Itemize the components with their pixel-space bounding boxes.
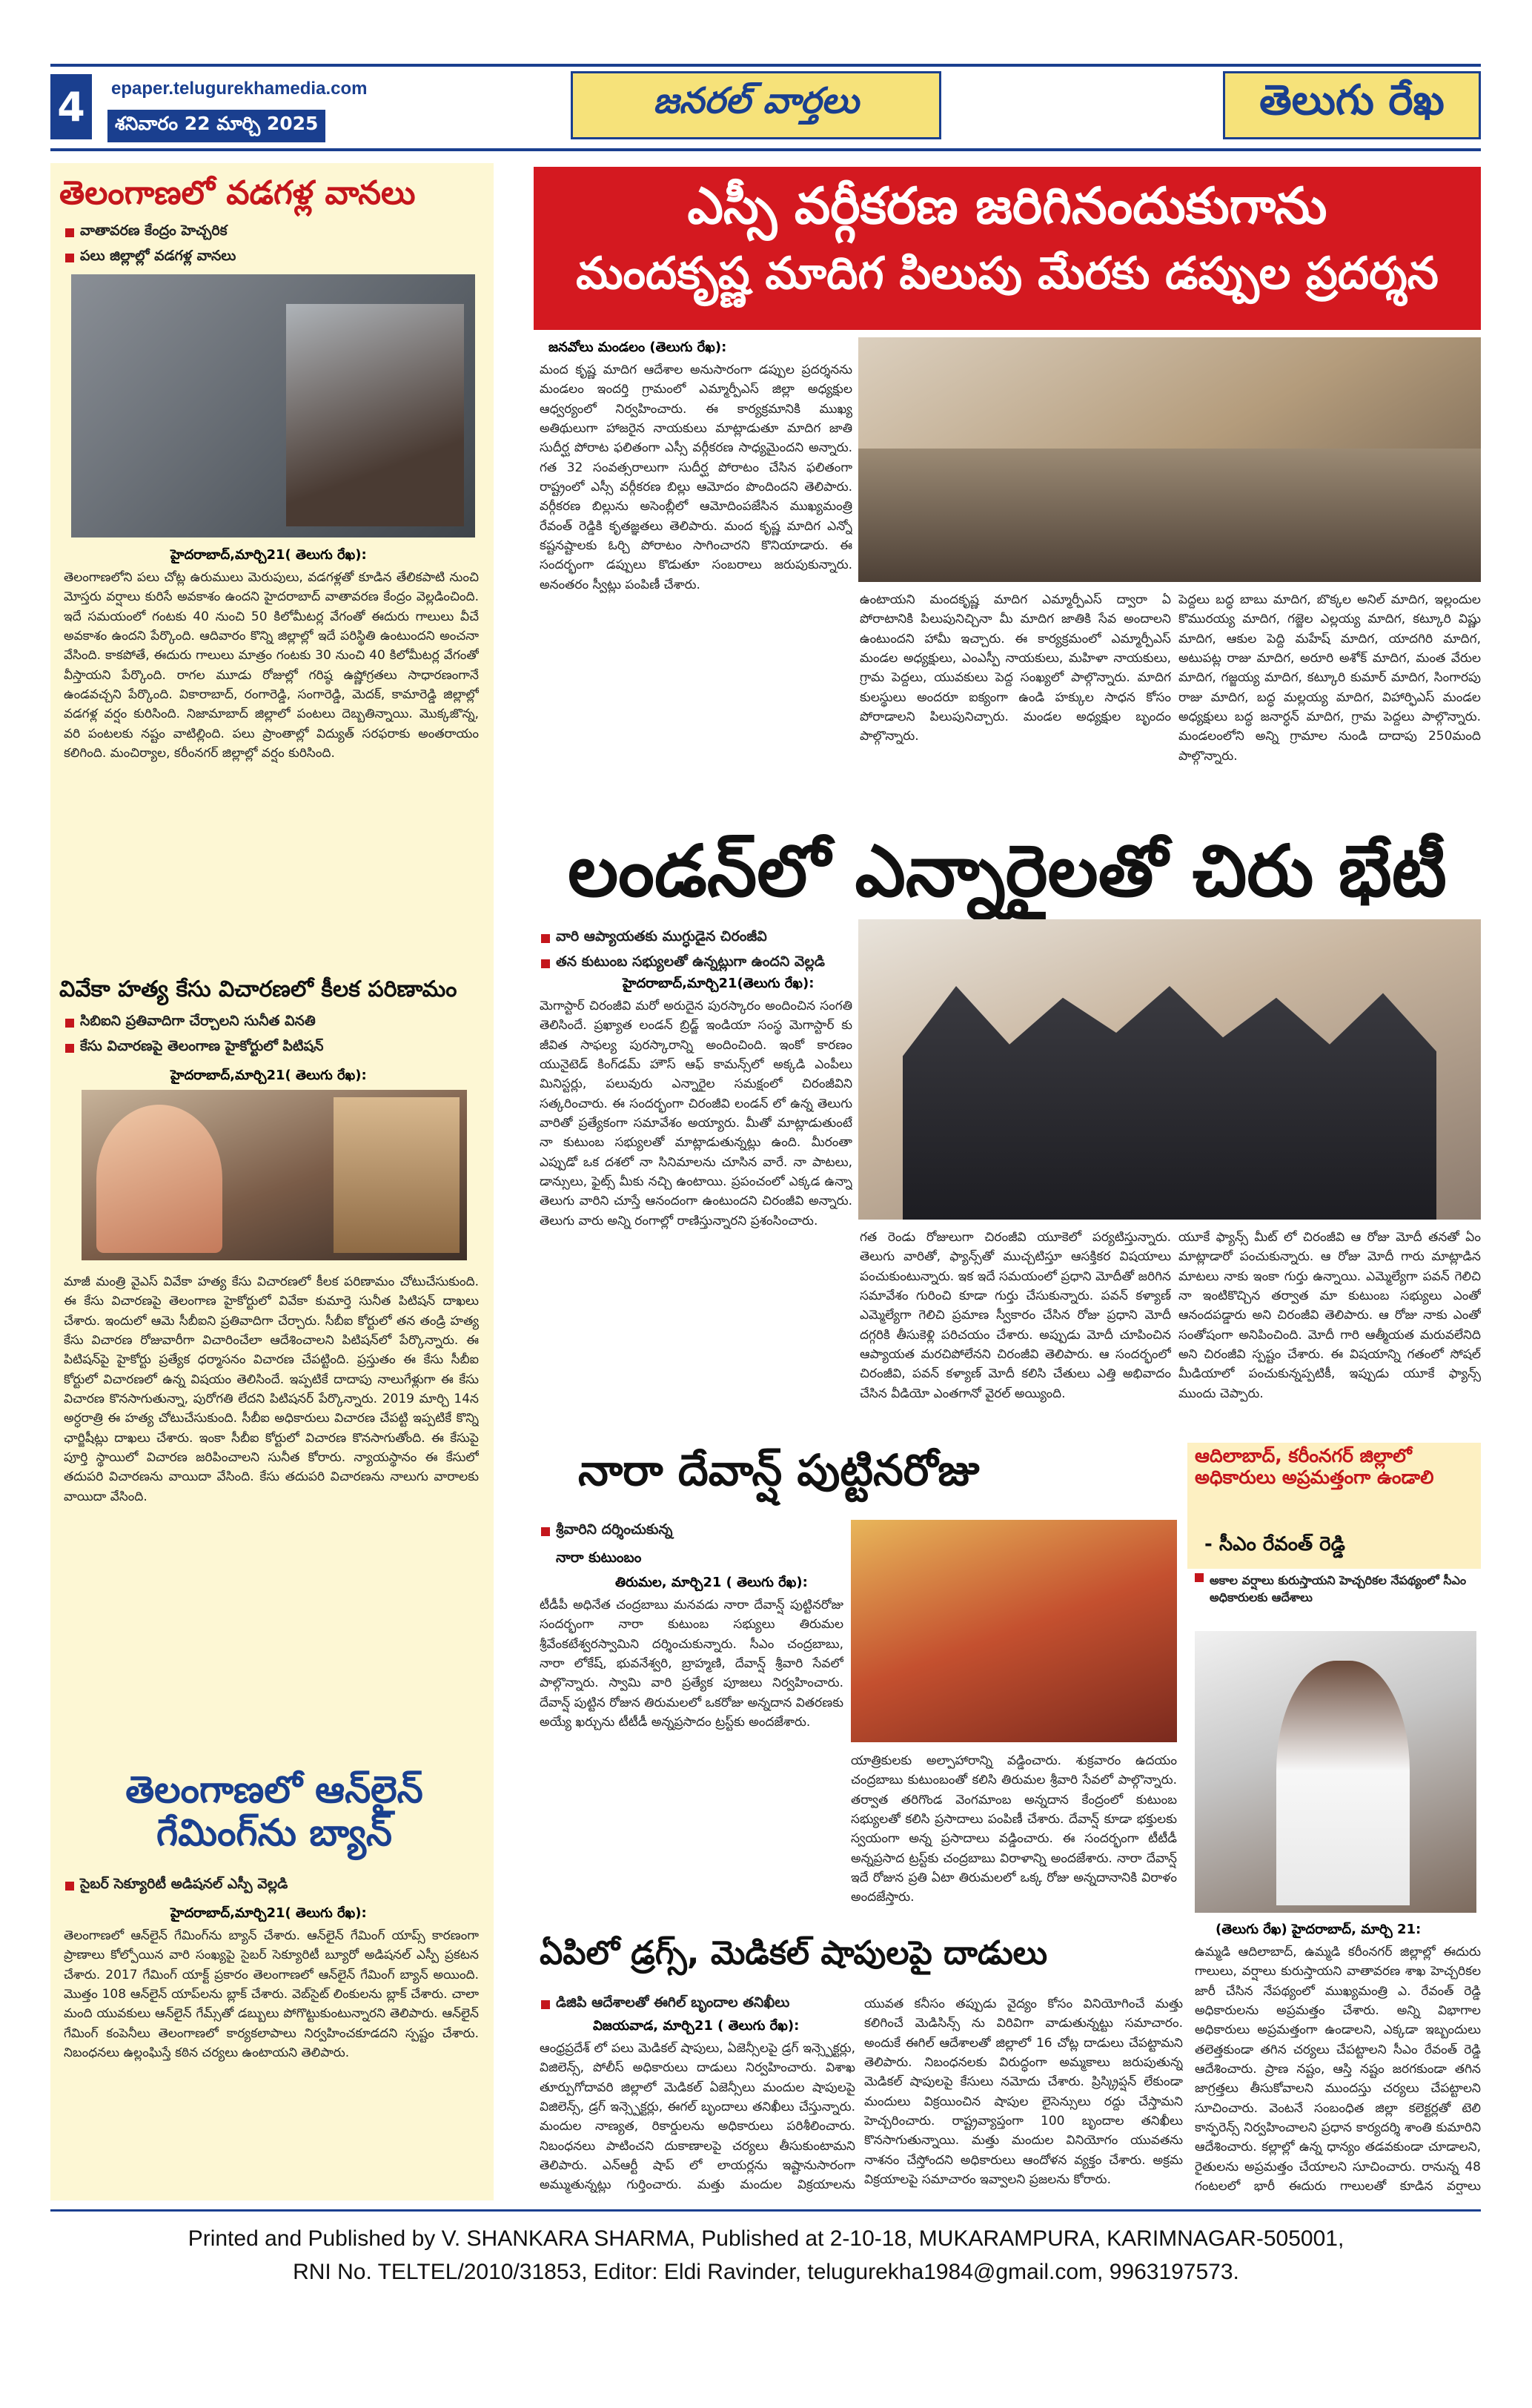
issue-date: శనివారం 22 మార్చి 2025 [107, 110, 325, 142]
drugs-dateline: విజయవాడ, మార్చి21 ( తెలుగు రేఖ): [593, 2018, 800, 2034]
hail-kicker-1-text: వాతావరణ కేంద్రం హెచ్చరిక [80, 222, 228, 239]
chiru-kicker-2-text: తన కుటుంబ సభ్యులతో ఉన్నట్లుగా ఉందని వెల్లడి [556, 953, 825, 970]
chiru-body-3: యూకే ఫ్యాన్స్ మీట్ లో చిరంజీవి ఆ రోజు మోదీ తనతో ఏం మాట్లాడారో పంచుకున్నారు. ఆ రోజు మోదీ గారు మాట్లాడిన మాటలు నాకు ఇంకా గుర్తు ఉన్నాయి. ఎమ్మెల్యేగా పవన్ గెలిచి నా ఇంటికొచ్చిన తర్వాత మా కుటుంబ సభ్యులు ఎంతో ఆనందపడ్డారు అని చిరంజీవి తెలిపారు. ఆ రోజు నాకు ఎంతో సంతోషంగా అనిపించింది. మోదీ గారి ఆత్మీయత మరువలేనిది అని చిరంజీవి స్పష్టం చేశారు. ఈ విషయాన్ని గతంలో సోషల్ మీడియాలో పంచుకున్నప్పటికీ, ఇప్పుడు యూకే ఫ్యాన్స్ ముందు చెప్పారు. [1178, 1230, 1481, 1401]
masthead-logo: తెలుగు రేఖ [1223, 71, 1481, 139]
page-number: 4 [50, 74, 92, 139]
nara-kicker-1b: నారా కుటుంబం [556, 1549, 642, 1566]
chiru-kicker-1 [541, 928, 767, 948]
section-title: జనరల్ వార్తలు [571, 71, 941, 139]
footer-rule [50, 2209, 1481, 2212]
cm-kicker-1-text: అకాల వర్షాలు కురుస్తాయని హెచ్చరికల నేపథ్యంలో సీఎం అధికారులకు ఆదేశాలు [1210, 1573, 1467, 1604]
chiru-kicker-2 [541, 953, 825, 973]
hail-kicker-1 [65, 222, 228, 242]
hail-headline: తెలంగాణలో వడగళ్ల వానలు [59, 174, 416, 212]
nara-kicker-1 [541, 1521, 672, 1541]
viveka-headline: వివేకా హత్య కేసు విచారణలో కీలక పరిణామం [59, 976, 457, 1002]
sc-photo-crowd [858, 449, 1481, 582]
chiru-body-2: గత రెండు రోజులుగా చిరంజీవి యూకెలో పర్యటిస్తున్నారు. తెలుగు వారితో, ఫ్యాన్స్‌తో ముచ్చటిస్తూ ఆసక్తికర విషయాలు పంచుకుంటున్నారు. ఇక ఇదే సమయంలో ప్రధాని మోదీతో జరిగిన సమావేశం గురించి కూడా గుర్తు చేసుకున్నారు. పవన్ కళ్యాణ్ ఎమ్మెల్యేగా గెలిచి ప్రమాణ స్వీకారం చేసిన రోజు ప్రధాని మోదీ దగ్గరికి తీసుకెళ్లి పరిచయం చేశారు. అప్పుడు మోదీ చూపించిన ఆప్యాయత మరచిపోలేనని చిరంజీవి తెలిపారు. ఆ సందర్భంలో చిరంజీవి, పవన్ కళ్యాణ్ మోదీ కలిసి చేతులు ఎత్తి అభివాదం చేసిన వీడియో ఎంతగానో వైరల్ అయ్యింది. [860, 1230, 1171, 1401]
header-top-rule [50, 64, 1481, 67]
viveka-photo-building [334, 1097, 460, 1253]
sc-dateline: జనవోలు మండలం (తెలుగు రేఖ): [548, 340, 727, 355]
cm-byline: - సీఎం రేవంత్ రెడ్డి [1204, 1533, 1345, 1555]
hail-photo [71, 274, 475, 538]
drugs-body-2: యువత కనీసం తప్పుడు వైద్యం కోసం వినియోగించే మత్తు కలిగించే మెడిసిన్స్ ను విరివిగా వాడుతున్నట్టు సమాచారం. అందుకే ఈగిల్ ఆదేశాలతో జిల్లాలో 16 చోట్ల దాడులు చేపట్టామని తెలిపారు. నిబంధనలకు విరుద్ధంగా అమ్మకాలు జరుపుతున్న మెడికల్ షాపులపై కేసులు నమోదు చేశారు. ప్రిస్క్రిప్షన్ లేకుండా మందులు విక్రయించిన షాపుల లైసెన్సులు రద్దు చేస్తామని హెచ్చరించారు. రాష్ట్రవ్యాప్తంగా 100 బృందాల తనిఖీలు కొనసాగుతున్నాయి. మత్తు మందుల వినియోగం యువతను నాశనం చేస్తోందని అధికారులు ఆందోళన వ్యక్తం చేశారు. అక్రమ విక్రయాలపై సమాచారం ఇవ్వాలని ప్రజలను కోరారు. [864, 1997, 1183, 2188]
chiru-photo [858, 919, 1481, 1220]
viveka-photo-portrait [96, 1105, 222, 1253]
viveka-kicker-2-text: కేసు విచారణపై తెలంగాణ హైకోర్టులో పిటిషన్ [80, 1038, 324, 1054]
sc-body-2: ఉంటాయని మందకృష్ణ మాదిగ ఎమ్మార్పీఎస్ ద్వారా ఏ పోరాటానికి పిలుపునిచ్చినా మీ మాదిగ జాతికి సేవ అందాలని ఉంటుందని హామీ ఇచ్చారు. ఈ కార్యక్రమంలో ఎమ్మార్పీఎస్ మండల అధ్యక్షులు, ఎంఎస్పీ నాయకులు, మహిళా నాయకులు, గ్రామ పెద్దలు, యువకులు పెద్ద సంఖ్యలో పాల్గొన్నారు. మాదిగ కులస్థులు అందరూ ఐక్యంగా ఉండి హక్కుల సాధన కోసం పోరాడాలని పిలుపునిచ్చారు. మండల అధ్యక్షుల బృందం పాల్గొన్నారు. [860, 592, 1171, 744]
viveka-kicker-1-text: సిబిఐని ప్రతివాదిగా చేర్చాలని సునీత వినతి [80, 1013, 316, 1029]
drugs-kicker-1 [541, 1994, 789, 2014]
nara-body-2: యాత్రికులకు అల్పాహారాన్ని వడ్డించారు. శుక్రవారం ఉదయం చంద్రబాబు కుటుంబంతో కలిసి తిరుమల శ్రీవారి సేవలో పాల్గొన్నారు. తర్వాత తరిగొండ వెంగమాంబ అన్నదాన కేంద్రంలో కుటుంబ సభ్యులతో కలిసి ప్రసాదాలు పంపిణీ చేశారు. దేవాన్ష్ కూడా భక్తులకు స్వయంగా అన్న ప్రసాదాలు వడ్డించారు. ఈ సందర్భంగా టీటీడీ అన్నప్రసాద ట్రస్ట్‌కు చంద్రబాబు విరాళాన్ని అందజేశారు. నారా దేవాన్ష్ ఇదే రోజున ప్రతి ఏటా తిరుమలలో ఒక్క రోజు అన్నదానానికి విరాళం అందజేస్తారు. [851, 1753, 1177, 1905]
gaming-dateline: హైదరాబాద్,మార్చి21( తెలుగు రేఖ): [170, 1905, 367, 1921]
sc-headline-line-1: ఎస్సీ వర్గీకరణ జరిగినందుకుగాను [687, 177, 1327, 236]
nara-kicker-1-text: శ్రీవారిని దర్శించుకున్న [556, 1521, 673, 1538]
hail-body: తెలంగాణలోని పలు చోట్ల ఉరుములు మెరుపులు, వడగళ్లతో కూడిన తేలికపాటి నుంచి మోస్తరు వర్షాలు కురిసే అవకాశం ఉందని హైదరాబాద్ వాతావరణ కేంద్రం వెల్లడించింది. ఇదే సమయంలో గంటకు 40 నుంచి 50 కిలోమీటర్ల వేగంతో ఈదురు గాలులు వీచే అవకాశం ఉందని పేర్కొంది. ఆదివారం కొన్ని జిల్లాల్లో ఇదే పరిస్థితి ఉంటుందని అంచనా వేసింది. కాకపోతే, ఈదురు గాలులు మాత్రం గంటకు 30 నుంచి 40 కిలోమీటర్ల వేగంతో వీస్తాయని పేర్కొంది. రాగల మూడు రోజుల్లో గరిష్ఠ ఉష్ణోగ్రతలు సాధారణంగానే ఉండవచ్చని పేర్కొంది. వికారాబాద్, రంగారెడ్డి, సంగారెడ్డి, మెదక్, కామారెడ్డి జిల్లాల్లో వడగళ్ల వర్షం కురిసింది. నిజామాబాద్ జిల్లాలో పంటలు దెబ్బతిన్నాయి. మొక్కజొన్న, వరి పంటలకు నష్టం వాటిల్లింది. పలు ప్రాంతాల్లో విద్యుత్ సరఫరాకు అంతరాయం కలిగింది. మంచిర్యాల, కరీంనగర్ జిల్లాల్లో వర్షం కురిసింది. [64, 570, 479, 761]
chiru-kicker-1-text: వారి ఆప్యాయతకు ముగ్ధుడైన చిరంజీవి [556, 928, 767, 945]
nara-photo [851, 1520, 1177, 1742]
hail-kicker-2 [65, 248, 236, 268]
chiru-body-1: మెగాస్టార్ చిరంజీవి మరో అరుదైన పురస్కారం అందించిన సంగతి తెలిసిందే. ప్రఖ్యాత లండన్ బ్రిడ్జ్ ఇండియా సంస్థ మెగాస్టార్ కు జీవిత సాఫల్య పురస్కారాన్ని అందించింది. ఇంకో కారణం యునైటెడ్ కింగ్‌డమ్ హౌస్ ఆఫ్ కామన్స్‌లో అక్కడి ఎంపీలు మినిస్టర్లు, పలువురు ఎన్నారైల సమక్షంలో చిరంజీవిని సత్కరించారు. ఈ సందర్భంగా చిరంజీవి లండన్ లో ఉన్న తెలుగు వారితో ప్రత్యేకంగా సమావేశం అయ్యారు. మీతో మాట్లాడుతుంటే నా కుటుంబ సభ్యులతో మాట్లాడుతున్నట్లు ఉంది. మీరంతా ఎప్పుడో ఒక దశలో నా సినిమాలను చూసిన వారే. నా పాటలు, డాన్సులు, ఫైట్స్ మీకు నచ్చి ఉంటాయి. ప్రపంచంలో ఎక్కడ ఉన్నా తెలుగు వారిని చూస్తే ఆనందంగా ఉంటుందని చిరంజీవి అన్నారు. తెలుగు వారు అన్ని రంగాల్లో రాణిస్తున్నారని ప్రశంసించారు. [540, 999, 852, 1228]
nara-dateline: తిరుమల, మార్చి21 ( తెలుగు రేఖ): [615, 1575, 808, 1590]
cm-photo [1195, 1631, 1476, 1913]
viveka-dateline: హైదరాబాద్,మార్చి21( తెలుగు రేఖ): [170, 1068, 367, 1083]
drugs-kicker-1-text: డిజిపి ఆదేశాలతో ఈగిల్ బృందాల తనిఖీలు [556, 1994, 790, 2011]
hail-photo-hand [286, 304, 464, 526]
header-bottom-rule [50, 148, 1481, 151]
gaming-headline: తెలంగాణలో ఆన్‌లైన్ గేమింగ్‌ను బ్యాన్ [125, 1768, 423, 1854]
sc-body-3: పెద్దలు బద్ధ బాబు మాదిగ, బొక్కల అనిల్ మాదిగ, ఇల్లందుల కొమురయ్య మాదిగ, గజ్జెల ఎల్లయ్య మాదిగ, కట్కూరి విష్ణు మాదిగ, ఆకుల పెద్ది మహేష్ మాదిగ, యాదగిరి మాదిగ, అటుపట్ల రాజు మాదిగ, అరూరి అశోక్ మాదిగ, మంత వేరుల మాదిగ, గజ్జయ్య మాదిగ, కట్కూరి కుమార్ మాదిగ, సింగారపు రాజు మాదిగ, బద్ధ మల్లయ్య మాదిగ, విహార్ఫిఎస్ మండల అధ్యక్షులు బద్ధ జనార్ధన్ మాదిగ, గ్రామ పెద్దలు పాల్గొన్నారు. మండలంలోని అన్ని గ్రామాల నుండి దాదాపు 250మంది పాల్గొన్నారు. [1178, 592, 1481, 764]
drugs-body-1: ఆంధ్రప్రదేశ్ లో పలు మెడికల్ షాపులు, ఏజెన్సీలపై డ్రగ్ ఇన్స్పెక్టర్లు, విజిలెన్స్, పోలీస్ అధికారులు దాడులు నిర్వహించారు. విశాఖ తూర్పుగోదావరి జిల్లాలో మెడికల్ ఏజెన్సీలు మందుల షాపులపై విజిలెన్స్, డ్రగ్ ఇన్స్పెక్టర్లు, ఈగల్ బృందాలు తనిఖీలు చేస్తున్నారు. మందుల నాణ్యత, రికార్డులను అధికారులు పరిశీలించారు. నిబంధనలు పాటించని దుకాణాలపై చర్యలు తీసుకుంటామని తెలిపారు. ఎన్ఆర్టీ షాప్ లో లాయర్లను ఇష్టానుసారంగా అమ్ముతున్నట్లు గుర్తించారు. మత్తు మందుల విక్రయాలను [540, 2041, 855, 2193]
gaming-kicker-1 [65, 1876, 288, 1896]
viveka-kicker-1 [65, 1013, 316, 1033]
sc-headline-line-2: మందకృష్ణ మాదిగ పిలుపు మేరకు డప్పుల ప్రదర్శన [576, 248, 1439, 300]
gaming-body: తెలంగాణలో ఆన్‌లైన్ గేమింగ్‌ను బ్యాన్ చేశారు. ఆన్‌లైన్ గేమింగ్ యాప్స్ కారణంగా ప్రాణాలు కోల్పోయిన వారి సంఖ్యపై సైబర్ సెక్యూరిటీ బ్యూరో అడిషనల్ ఎస్పీ ప్రకటన చేశారు. 2017 గేమింగ్ యాక్ట్ ప్రకారం తెలంగాణలో ఆన్‌లైన్ గేమింగ్ బ్యాన్ అయింది. మొత్తం 108 ఆన్‌లైన్ యాప్‌లను బ్లాక్ చేశారు. వెబ్‌సైట్ లింకులను బ్లాక్ చేశారు. చాలా మంది యువకులు ఆన్‌లైన్ గేమ్స్‌తో డబ్బులు పోగొట్టుకుంటున్నారని తెలిపారు. ఆన్‌లైన్ గేమింగ్ కంపెనీలు తెలంగాణలో కార్యకలాపాలు నిర్వహించకూడదని స్పష్టం చేశారు. నిబంధనలు ఉల్లంఘిస్తే కఠిన చర్యలు ఉంటాయని తెలిపారు. [64, 1928, 479, 2061]
viveka-photo [82, 1090, 467, 1260]
chiru-headline: లండన్‌లో ఎన్నారైలతో చిరు భేటీ [568, 830, 1447, 913]
cm-dateline: (తెలుగు రేఖ) హైదరాబాద్, మార్చి 21: [1216, 1922, 1422, 1937]
chiru-photo-group [903, 986, 1436, 1220]
sc-body-1: మంద కృష్ణ మాదిగ ఆదేశాల అనుసారంగా డప్పుల ప్రదర్శనను మండలం ఇందర్తి గ్రామంలో ఎమ్మార్పీఎస్ జిల్లా అధ్యక్షుల ఆధ్వర్యంలో నిర్వహించారు. ఈ కార్యక్రమానికి ముఖ్య అతిథులుగా హాజరైన నాయకులు మాట్లాడుతూ మాదిగ జాతి సుదీర్ఘ పోరాట ఫలితంగా ఎస్సీ వర్గీకరణ సాధ్యమైందని అన్నారు. గత 32 సంవత్సరాలుగా సుదీర్ఘ పోరాటం చేసిన ఫలితంగా రాష్ట్రంలో ఎస్సీ వర్గీకరణ బిల్లు ఆమోదం పొందిందని తెలిపారు. వర్గీకరణ బిల్లును అసెంబ్లీలో ఆమోదింపజేసిన ముఖ్యమంత్రి రేవంత్ రెడ్డికి కృతజ్ఞతలు తెలిపారు. మంద కృష్ణ మాదిగ ఎన్నో కష్టనష్టాలకు ఓర్చి పోరాటం సాగించారని కొనియాడారు. ఈ సందర్భంగా డప్పులు కొడుతూ సంబరాలు జరుపుకున్నారు. అనంతరం స్వీట్లు పంపిణీ చేశారు. [540, 363, 852, 592]
cm-headline: ఆదిలాబాద్, కరీంనగర్ జిల్లాలో అధికారులు అప్రమత్తంగా ఉండాలి [1195, 1445, 1434, 1488]
drugs-headline: ఏపిలో డ్రగ్స్, మెడికల్ షాపులపై దాడులు [540, 1934, 1048, 1972]
sc-photo [858, 337, 1481, 582]
gaming-kicker-1-text: సైబర్ సెక్యూరిటీ అడిషనల్ ఎస్పీ వెల్లడి [80, 1876, 288, 1892]
cm-photo-person [1276, 1661, 1410, 1905]
cm-body: ఉమ్మడి ఆదిలాబాద్, ఉమ్మడి కరీంనగర్ జిల్లాల్లో ఈదురు గాలులు, వర్షాలు కురుస్తాయని వాతావరణ శాఖ హెచ్చరికల జారీ చేసిన నేపథ్యంలో ముఖ్యమంత్రి ఎ. రేవంత్ రెడ్డి అధికారులను అప్రమత్తం చేశారు. అన్ని విభాగాల అధికారులు అప్రమత్తంగా ఉండాలని, ఎక్కడా ఇబ్బందులు తలెత్తకుండా తగిన చర్యలు చేపట్టాలని సీఎం రేవంత్ రెడ్డి ఆదేశించారు. ప్రాణ నష్టం, ఆస్తి నష్టం జరగకుండా తగిన జాగ్రత్తలు తీసుకోవాలని ముందస్తు చర్యలు చేపట్టాలని సూచించారు. వెంటనే సంబంధిత జిల్లా కలెక్టర్లతో టెలి కాన్ఫరెన్స్ నిర్వహించాలని ప్రధాన కార్యదర్శి శాంతి కుమారిని ఆదేశించారు. కల్లాల్లో ఉన్న ధాన్యం తడవకుండా చూడాలని, రైతులను అప్రమత్తం చేయాలని సూచించారు. రానున్న 48 గంటలలో భారీ ఈదురు గాలులతో కూడిన వర్షాలు [1195, 1945, 1481, 2194]
chiru-dateline: హైదరాబాద్,మార్చి21(తెలుగు రేఖ): [623, 976, 815, 991]
nara-headline: నారా దేవాన్ష్ పుట్టినరోజు [578, 1445, 980, 1495]
footer-imprint-line-1: Printed and Published by V. SHANKARA SHARMA, Published at 2-10-18, MUKARAMPURA, KARIMNAGAR-505001, [188, 2226, 1344, 2251]
nara-body-1: టీడీపీ అధినేత చంద్రబాబు మనవడు నారా దేవాన్ష్ పుట్టినరోజు సందర్భంగా నారా కుటుంబ సభ్యులు తిరుమల శ్రీవేంకటేశ్వరస్వామిని దర్శించుకున్నారు. సీఎం చంద్రబాబు, నారా లోకేష్, భువనేశ్వరి, బ్రాహ్మణి, దేవాన్ష్ శ్రీవారి సేవలో పాల్గొన్నారు. స్వామి వారి ప్రత్యేక పూజలు నిర్వహించారు. దేవాన్ష్ పుట్టిన రోజున తిరుమలలో ఒకరోజు అన్నదాన వితరణకు అయ్యే ఖర్చును టీటీడీ అన్నప్రసాదం ట్రస్ట్‌కు అందజేశారు. [540, 1598, 843, 1730]
cm-kicker-1 [1195, 1573, 1476, 1607]
hail-dateline: హైదరాబాద్,మార్చి21( తెలుగు రేఖ): [170, 547, 367, 563]
hail-kicker-2-text: పలు జిల్లాల్లో వడగళ్ల వానలు [80, 248, 236, 264]
footer-imprint-line-2: RNI No. TELTEL/2010/31853, Editor: Eldi Ravinder, telugurekha1984@gmail.com, 9963197573. [293, 2260, 1239, 2284]
viveka-kicker-2 [65, 1038, 323, 1058]
viveka-body: మాజీ మంత్రి వైఎస్ వివేకా హత్య కేసు విచారణలో కీలక పరిణామం చోటుచేసుకుంది. ఈ కేసు విచారణపై తెలంగాణ హైకోర్టులో వివేకా కుమార్తె సునీత పిటిషన్ దాఖలు చేశారు. ఇందులో ఆమె సీబీఐని ప్రతివాదిగా చేర్చారు. సీబీఐ కోర్టులో తన తండ్రి హత్య కేసు విచారణ రోజువారీగా విచారించేలా ఆదేశించాలని పిటిషన్‌లో పేర్కొన్నారు. ఈ పిటిషన్‌పై హైకోర్టు ప్రత్యేక ధర్మాసనం విచారణ చేపట్టింది. ప్రస్తుతం ఈ కేసు సీబీఐ కోర్టులో విచారణలో ఉన్న విషయం తెలిసిందే. ఇప్పటికే దాదాపు నాలుగేళ్లుగా ఈ కేసు విచారణ కొనసాగుతున్నా, పురోగతి లేదని పిటిషనర్ పేర్కొన్నారు. 2019 మార్చి 14న అర్ధరాత్రి ఈ హత్య చోటుచేసుకుంది. సీబీఐ అధికారులు విచారణ చేపట్టి ఇప్పటికే కొన్ని ఛార్జిషీట్లు దాఖలు చేశారు. ఇంకా సీబీఐ కోర్టులో విచారణ కొనసాగుతోంది. ఈ కేసుపై పూర్తి స్థాయిలో విచారణ జరిపించాలని సునీత కోరారు. న్యాయస్థానం ఈ కేసులో తదుపరి విచారణను వాయిదా వేసింది. కేసు తదుపరి విచారణను నాలుగు వారాలకు వాయిదా వేసింది. [64, 1274, 479, 1504]
epaper-url[interactable]: epaper.telugurekhamedia.com [111, 79, 368, 99]
